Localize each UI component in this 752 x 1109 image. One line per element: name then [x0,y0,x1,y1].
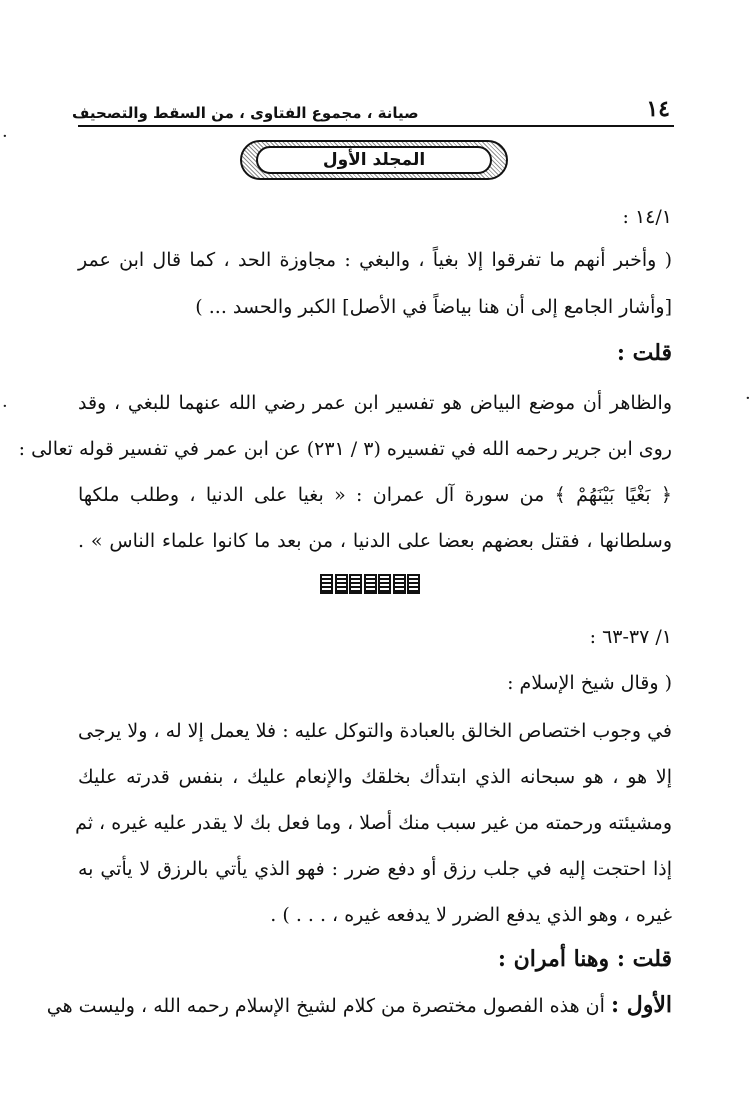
scan-margin-mark: · [2,126,8,147]
volume-banner-label: المجلد الأول [256,146,492,174]
ornament-block [378,574,391,594]
quote2-line-3: ومشيئته ورحمته من غير سبب منك أصلا ، وما فعل بك لا يقدر عليه غيره ، ثم [75,812,672,834]
first-matter-text: أن هذه الفصول مختصرة من كلام لشيخ الإسلام رحمه الله ، وليست هي [46,995,611,1017]
quote-line-2: [وأشار الجامع إلى أن هنا بياضاً في الأصل] الكبر والحسد ... ) [195,296,672,318]
ornament-block [364,574,377,594]
section2-reference: ١/ ٣٧-٦٣ : [589,626,672,648]
scan-margin-mark: · [2,396,8,417]
quote2-line-5: غيره ، وهو الذي يدفع الضرر لا يدفعه غيره ، . . . ) . [270,904,672,926]
ornament-block [335,574,348,594]
page-number: ١٤ [646,96,670,122]
qult-heading: قلت : [616,340,672,366]
header-rule [78,125,674,127]
quote2-line-4: إذا احتجت إليه في جلب رزق أو دفع ضرر : فهو الذي يأتي بالرزق لا يأتي به [78,858,672,880]
section-divider-ornament [320,574,420,596]
running-title: صيانة ، مجموع الفتاوى ، من السقط والتصحيف [72,104,419,122]
scan-margin-mark: · [745,388,751,409]
running-header [72,92,670,122]
quote-intro: ( وقال شيخ الإسلام : [507,672,672,694]
comment-line-3: ﴿ بَغْيًا بَيْنَهُمْ ﴾ من سورة آل عمران : « بغيا على الدنيا ، وطلب ملكها [78,484,672,506]
comment-line-4: وسلطانها ، فقتل بعضهم بعضا على الدنيا ، من بعد ما كانوا علماء الناس » . [78,530,672,552]
ornament-block [393,574,406,594]
qult-two-matters-heading: قلت : وهنا أمران : [497,946,672,972]
volume-banner [240,140,508,180]
first-matter-line [46,990,672,1021]
ornament-block [407,574,420,594]
comment-line-2: روى ابن جرير رحمه الله في تفسيره (٣ / ٢٣١) عن ابن عمر في تفسير قوله تعالى : [18,438,672,460]
first-matter-label: الأول : [610,992,672,1018]
quote2-line-1: في وجوب اختصاص الخالق بالعبادة والتوكل عليه : فلا يعمل إلا له ، ولا يرجى [78,720,672,742]
quote2-line-2: إلا هو ، هو سبحانه الذي ابتدأك بخلقك والإنعام عليك ، بنفس قدرته عليك [78,766,672,788]
ornament-block [349,574,362,594]
section1-reference: ١٤/١ : [622,206,672,228]
comment-line-1: والظاهر أن موضع البياض هو تفسير ابن عمر رضي الله عنهما للبغي ، وقد [78,392,672,414]
quote-line-1: ( وأخبر أنهم ما تفرقوا إلا بغياً ، والبغي : مجاوزة الحد ، كما قال ابن عمر [78,249,672,271]
ornament-block [320,574,333,594]
